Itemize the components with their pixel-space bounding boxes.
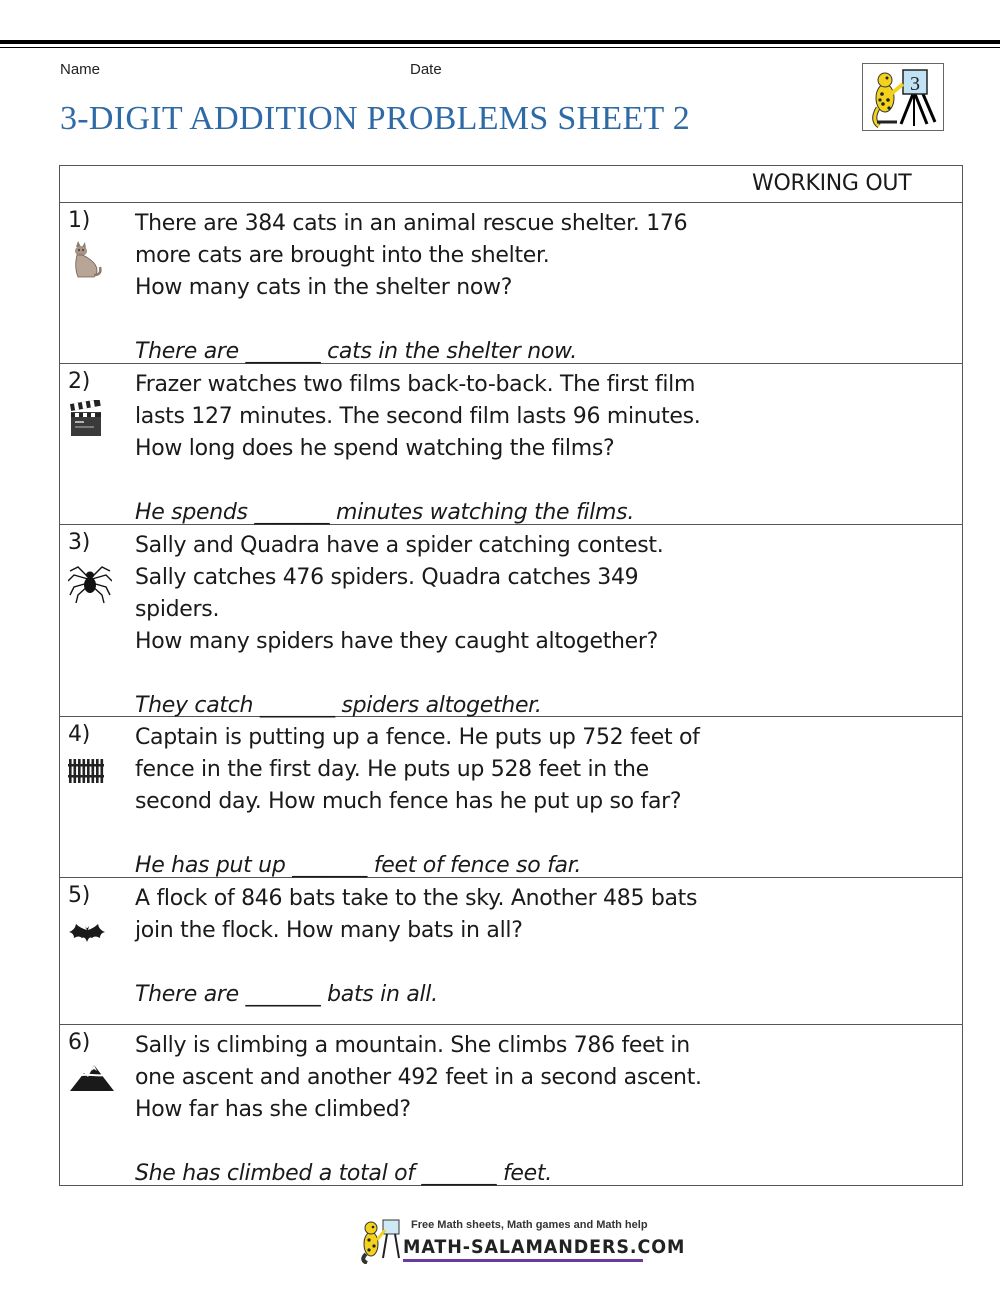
table-header — [60, 166, 962, 203]
bat-icon — [68, 922, 106, 953]
svg-text:3: 3 — [910, 73, 920, 95]
footer-underline — [403, 1259, 643, 1262]
page-title: 3-DIGIT ADDITION PROBLEMS SHEET 2 — [60, 100, 691, 137]
answer-sentence: There are _______ cats in the shelter now. — [135, 339, 577, 364]
footer-brand: MATH-SALAMANDERS.COM — [403, 1236, 686, 1258]
problem-number: 6) — [68, 1030, 90, 1055]
answer-sentence: He spends _______ minutes watching the films. — [135, 500, 635, 525]
problem-line: one ascent and another 492 feet in a second ascent. — [135, 1065, 702, 1090]
problem-table — [59, 165, 963, 1186]
answer-sentence: He has put up _______ feet of fence so far. — [135, 853, 582, 878]
footer-tagline: Free Math sheets, Math games and Math help — [411, 1219, 648, 1231]
clapperboard-icon — [68, 400, 104, 443]
problem-6 — [60, 1025, 962, 1185]
problem-line: lasts 127 minutes. The second film lasts 96 minutes. — [135, 404, 701, 429]
top-rule-thick — [0, 40, 1000, 44]
problem-line: A flock of 846 bats take to the sky. Another 485 bats — [135, 886, 698, 911]
problem-line: How far has she climbed? — [135, 1097, 411, 1122]
problem-text — [135, 530, 735, 722]
problem-number: 4) — [68, 722, 90, 747]
problem-line: Sally is climbing a mountain. She climbs 786 feet in — [135, 1033, 690, 1058]
problem-text — [135, 369, 735, 529]
problem-line: fence in the first day. He puts up 528 feet in the — [135, 757, 649, 782]
answer-sentence: They catch _______ spiders altogether. — [135, 693, 542, 718]
problem-number: 5) — [68, 883, 90, 908]
salamander-easel-icon — [863, 64, 943, 130]
salamander-icon — [357, 1218, 401, 1264]
working-out-label: WORKING OUT — [752, 171, 912, 196]
problem-line: join the flock. How many bats in all? — [135, 918, 523, 943]
problem-1 — [60, 203, 962, 364]
problem-line: more cats are brought into the shelter. — [135, 243, 550, 268]
problem-line: Sally catches 476 spiders. Quadra catches 349 — [135, 565, 639, 590]
answer-sentence: She has climbed a total of _______ feet. — [135, 1161, 552, 1186]
problem-text — [135, 722, 735, 882]
grade-logo — [862, 63, 944, 131]
problem-number: 3) — [68, 530, 90, 555]
top-rule-thin — [0, 47, 1000, 48]
problem-text — [135, 208, 735, 368]
answer-sentence: There are _______ bats in all. — [135, 982, 438, 1007]
problem-2 — [60, 364, 962, 525]
cat-icon — [68, 241, 104, 286]
problem-line: Captain is putting up a fence. He puts up 752 feet of — [135, 725, 700, 750]
problem-3 — [60, 525, 962, 717]
problem-5 — [60, 878, 962, 1025]
mountain-icon — [68, 1059, 116, 1098]
name-label: Name — [60, 61, 101, 78]
date-label: Date — [410, 61, 442, 78]
problem-line: How many cats in the shelter now? — [135, 275, 513, 300]
problem-4 — [60, 717, 962, 878]
problem-number: 2) — [68, 369, 90, 394]
problem-line: spiders. — [135, 597, 220, 622]
problem-text — [135, 1030, 735, 1190]
fence-icon — [68, 757, 104, 790]
problem-line: Frazer watches two films back-to-back. The first film — [135, 372, 696, 397]
problem-line: Sally and Quadra have a spider catching contest. — [135, 533, 664, 558]
problem-text — [135, 883, 735, 1011]
footer-logo — [357, 1218, 686, 1266]
problem-line: How long does he spend watching the films? — [135, 436, 615, 461]
problem-line: How many spiders have they caught altogether? — [135, 629, 659, 654]
problem-line: There are 384 cats in an animal rescue shelter. 176 — [135, 211, 688, 236]
problem-number: 1) — [68, 208, 90, 233]
problem-line: second day. How much fence has he put up so far? — [135, 789, 682, 814]
spider-icon — [68, 559, 112, 610]
